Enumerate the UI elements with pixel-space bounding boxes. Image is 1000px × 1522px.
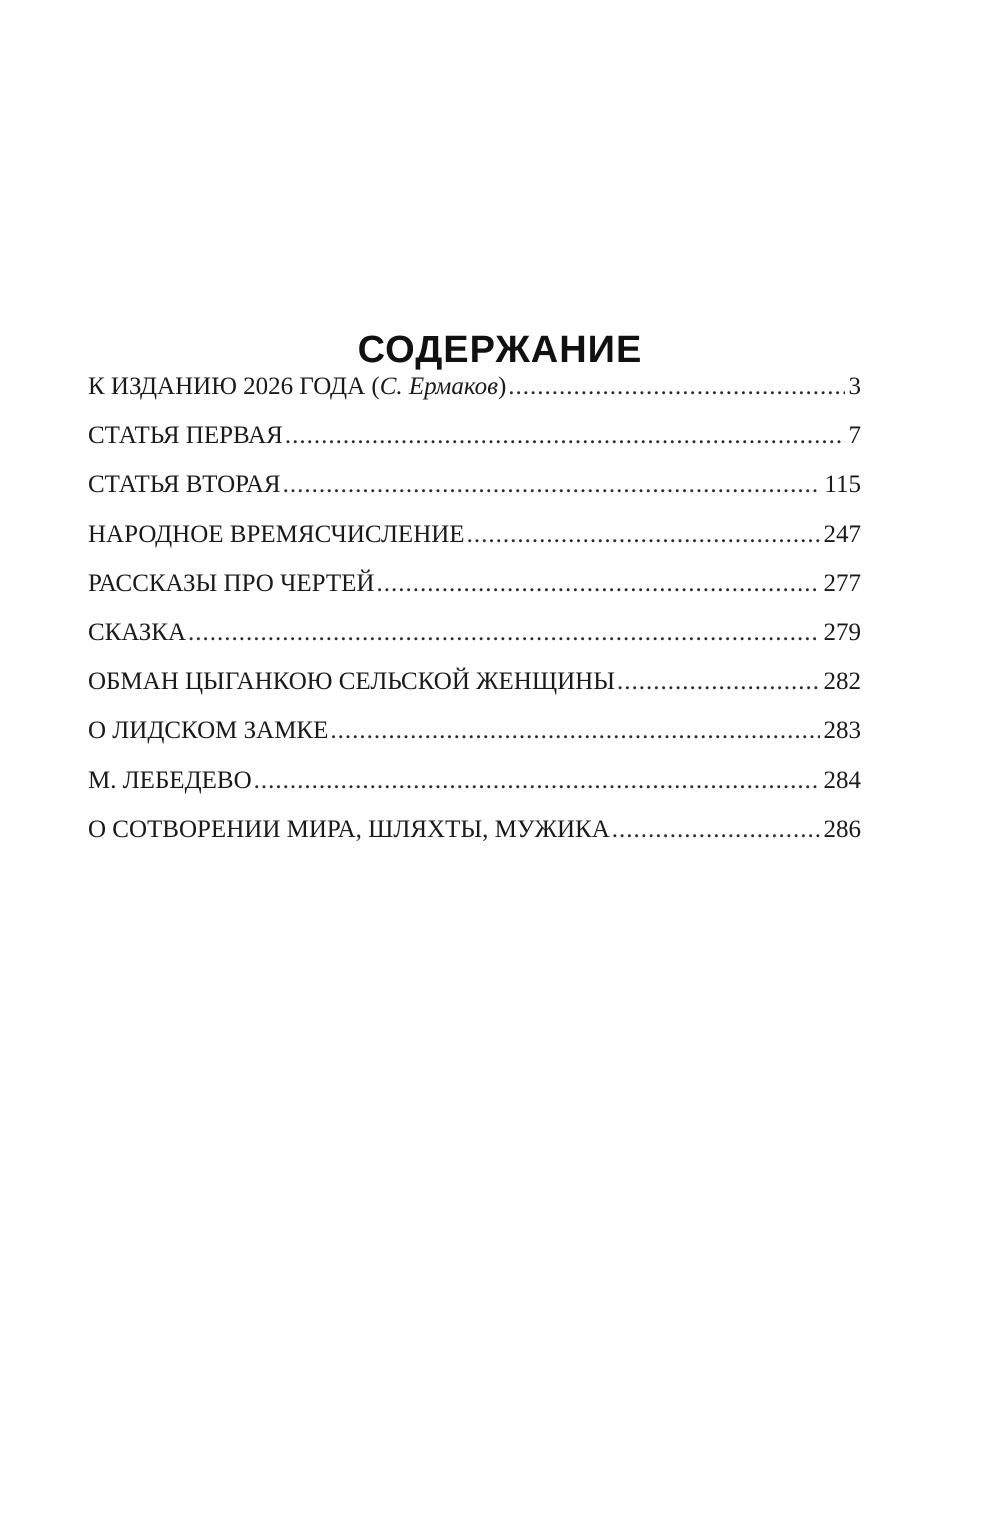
toc-entry-author: С. Ермаков [379, 373, 498, 400]
toc-entry[interactable] [88, 657, 861, 706]
toc-entry-title: ОБМАН ЦЫГАНКОЮ СЕЛЬСКОЙ ЖЕНЩИНЫ [88, 668, 615, 696]
toc-entry-title: СТАТЬЯ ПЕРВАЯ [88, 422, 283, 450]
toc-entry-title: К ИЗДАНИЮ 2026 ГОДА (С. Ермаков) [88, 373, 507, 400]
dot-leader [285, 411, 845, 460]
dot-leader [508, 362, 844, 411]
page-title: СОДЕРЖАНИЕ [357, 329, 643, 372]
toc-entry-page: 283 [823, 717, 861, 745]
toc-entry-title: О СОТВОРЕНИИ МИРА, ШЛЯХТЫ, МУЖИКА [88, 815, 610, 843]
toc-entry-title: СКАЗКА [88, 618, 187, 646]
toc-entry[interactable] [88, 706, 861, 755]
toc-entry[interactable] [88, 510, 861, 559]
table-of-contents [88, 362, 861, 854]
toc-entry[interactable] [88, 460, 861, 509]
dot-leader [617, 657, 820, 706]
dot-leader [188, 608, 819, 657]
toc-entry[interactable] [88, 411, 861, 460]
dot-leader [467, 510, 820, 559]
toc-entry[interactable] [88, 362, 861, 411]
toc-entry-page: 286 [823, 815, 861, 843]
toc-entry[interactable] [88, 608, 861, 657]
toc-entry-page: 277 [823, 569, 861, 597]
toc-entry-title: О ЛИДСКОМ ЗАМКЕ [88, 717, 329, 745]
dot-leader [376, 559, 819, 608]
toc-entry-title: РАССКАЗЫ ПРО ЧЕРТЕЙ [88, 569, 375, 597]
dot-leader [254, 756, 820, 805]
toc-entry-page: 282 [823, 668, 861, 696]
toc-entry-page: 3 [848, 373, 861, 400]
toc-entry[interactable] [88, 756, 861, 805]
toc-entry-page: 279 [823, 618, 861, 646]
dot-leader [612, 805, 820, 854]
toc-entry[interactable] [88, 805, 861, 854]
toc-entry[interactable] [88, 559, 861, 608]
toc-entry-page: 284 [823, 766, 861, 794]
toc-entry-title: М. ЛЕБЕДЕВО [88, 766, 252, 794]
toc-entry-page: 247 [823, 520, 861, 548]
toc-entry-page: 7 [848, 422, 861, 450]
dot-leader [330, 706, 819, 755]
toc-entry-title: НАРОДНОЕ ВРЕМЯСЧИСЛЕНИЕ [88, 520, 465, 548]
dot-leader [283, 460, 821, 509]
toc-entry-title: СТАТЬЯ ВТОРАЯ [88, 471, 281, 499]
toc-entry-page: 115 [824, 471, 861, 499]
